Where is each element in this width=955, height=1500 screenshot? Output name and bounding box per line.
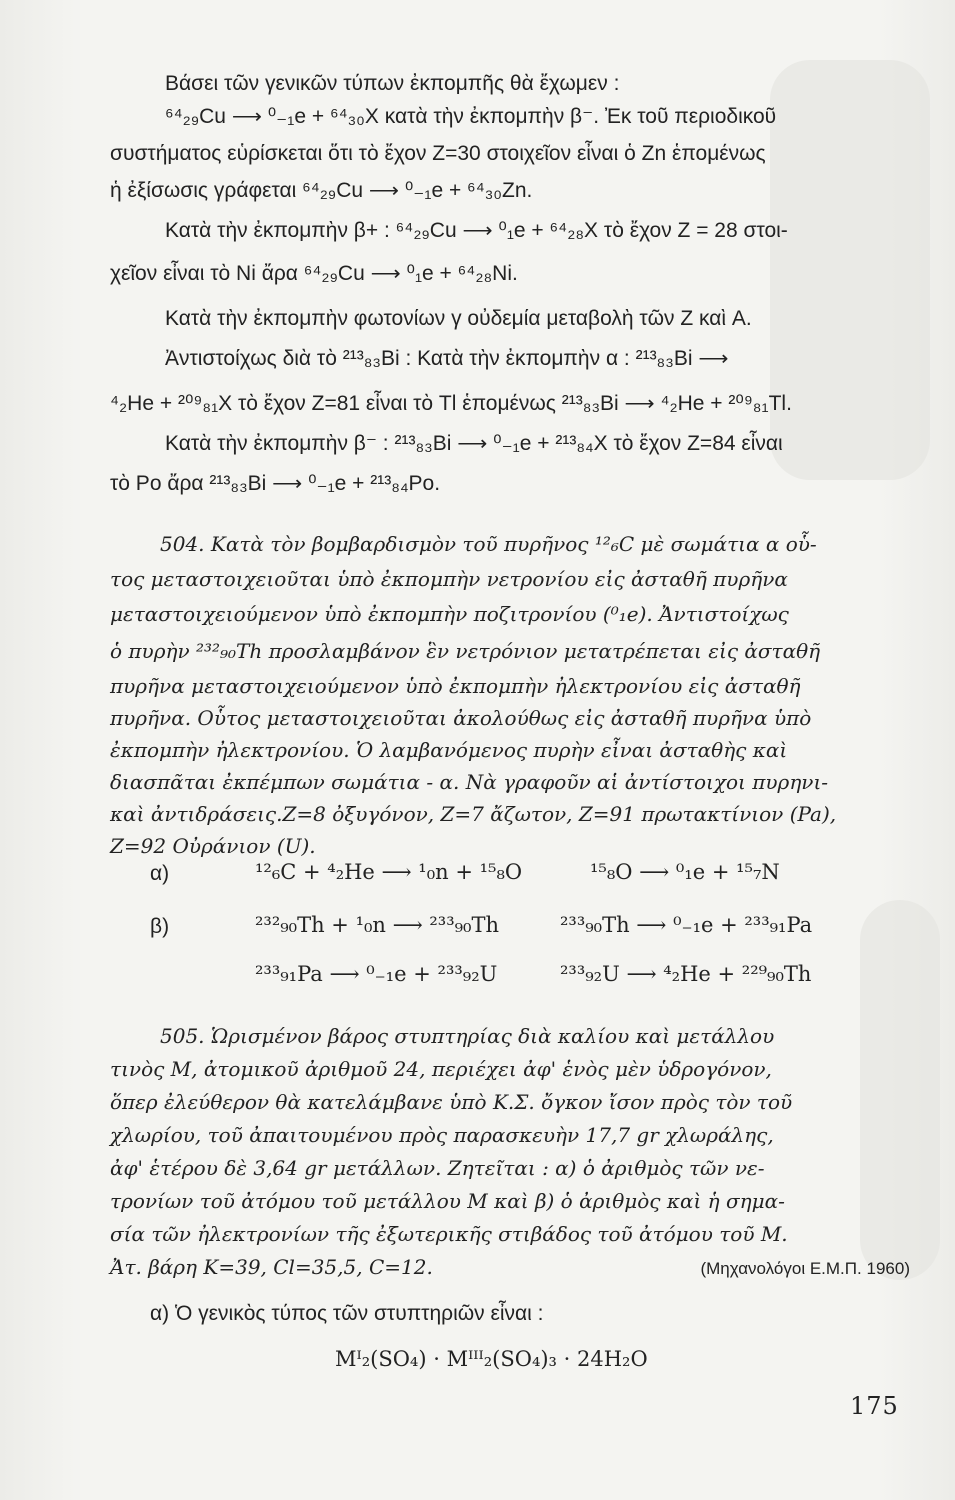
problem-505-line: ὅπερ ἐλεύθερον θὰ κατελάμβανε ὑπὸ Κ.Σ. ὄγκον ἴσον πρὸς τὸν τοῦ [110,1090,793,1114]
problem-505-line: τρονίων τοῦ ἀτόμου τοῦ μετάλλου M καὶ β) ὁ ἀριθμὸς καὶ ἡ σημα- [110,1189,785,1213]
problem-504-line: ἐκπομπὴν ἠλεκτρονίου. Ὁ λαμβανόμενος πυρὴν εἶναι ἀσταθὴς καὶ [110,738,788,762]
problem-504-line: διασπᾶται ἐκπέμπων σωμάτια - α. Νὰ γραφοῦν αἱ ἀντίστοιχοι πυρηνι- [110,770,829,794]
atomic-weights: Ἀτ. βάρη K=39, Cl=35,5, C=12. [110,1255,433,1279]
nuclear-equation: ²³²₉₀Th + ¹₀n ⟶ ²³³₉₀Th [255,913,500,937]
problem-504-line: πυρῆνα. Οὗτος μεταστοιχειοῦται ἀκολούθως εἰς ἀσταθῆ πυρῆνα ὑπὸ [110,706,812,730]
text-line: Κατὰ τὴν ἐκπομπὴν β+ : ⁶⁴₂₉Cu ⟶ ⁰₁e + ⁶⁴₂₈X τὸ ἔχον Z = 28 στοι- [165,219,788,242]
source-citation: (Μηχανολόγοι Ε.Μ.Π. 1960) [700,1259,910,1278]
text-line: Κατὰ τὴν ἐκπομπὴν φωτονίων γ οὐδεμία μεταβολὴ τῶν Z καὶ A. [165,307,752,330]
text-line: Ἀντιστοίχως διὰ τὸ ²¹³₈₃Bi : Κατὰ τὴν ἐκπομπὴν α : ²¹³₈₃Bi ⟶ [165,347,729,370]
nuclear-equation: ²³³₉₁Pa ⟶ ⁰₋₁e + ²³³₉₂U [255,962,498,986]
problem-505-line: ἀφ' ἑτέρου δὲ 3,64 gr μετάλλων. Ζητεῖται : α) ὁ ἀριθμὸς τῶν νε- [110,1156,765,1180]
text-line: ⁴₂He + ²⁰⁹₈₁X τὸ ἔχον Z=81 εἶναι τὸ Tl ἑπομένως ²¹³₈₃Bi ⟶ ⁴₂He + ²⁰⁹₈₁Tl. [110,392,792,415]
text-line: ⁶⁴₂₉Cu ⟶ ⁰₋₁e + ⁶⁴₃₀X κατὰ τὴν ἐκπομπὴν β⁻. Ἐκ τοῦ περιοδικοῦ [165,105,777,128]
problem-505-line: 505. Ὡρισμένον βάρος στυπτηρίας διὰ καλίου καὶ μετάλλου [160,1024,775,1048]
text-line: Βάσει τῶν γενικῶν τύπων ἐκπομπῆς θὰ ἔχωμεν : [165,72,620,95]
nuclear-equation: ²³³₉₀Th ⟶ ⁰₋₁e + ²³³₉₁Pa [560,913,813,937]
text-line: ἡ ἐξίσωσις γράφεται ⁶⁴₂₉Cu ⟶ ⁰₋₁e + ⁶⁴₃₀Zn. [110,179,533,202]
nuclear-equation: ¹⁵₈O ⟶ ⁰₁e + ¹⁵₇N [590,860,780,884]
text-line: Κατὰ τὴν ἐκπομπὴν β⁻ : ²¹³₈₃Bi ⟶ ⁰₋₁e + ²¹³₈₄X τὸ ἔχον Z=84 εἶναι [165,432,783,455]
text-line: συστήματος εὑρίσκεται ὅτι τὸ ἔχον Z=30 στοιχεῖον εἶναι ὁ Zn ἑπομένως [110,142,766,165]
problem-505-line [110,1253,910,1281]
answer-line: α) Ὁ γενικὸς τύπος τῶν στυπτηριῶν εἶναι : [150,1302,544,1325]
answer-label-a: α) [150,862,170,885]
text-line: τὸ Po ἄρα ²¹³₈₃Bi ⟶ ⁰₋₁e + ²¹³₈₄Po. [110,472,441,495]
nuclear-equation: ¹²₆C + ⁴₂He ⟶ ¹₀n + ¹⁵₈O [255,860,523,884]
text-line: χεῖον εἶναι τὸ Ni ἄρα ⁶⁴₂₉Cu ⟶ ⁰₁e + ⁶⁴₂₈Ni. [110,262,518,285]
answer-label-b: β) [150,915,170,938]
problem-505-line: χλωρίου, τοῦ ἀπαιτουμένου πρὸς παρασκευὴν 17,7 gr χλωράλης, [110,1123,774,1147]
problem-504-line: καὶ ἀντιδράσεις.Z=8 ὀξυγόνον, Z=7 ἄζωτον, Z=91 πρωτακτίνιον (Pa), [110,802,837,826]
problem-504-line: τος μεταστοιχειοῦται ὑπὸ ἐκπομπὴν νετρονίου εἰς ἀσταθῆ πυρῆνα [110,567,788,591]
problem-504-line: μεταστοιχειούμενον ὑπὸ ἐκπομπὴν ποζιτρονίου (⁰₁e). Ἀντιστοίχως [110,602,789,626]
alum-formula: Mᴵ₂(SO₄) · Mᴵᴵᴵ₂(SO₄)₃ · 24H₂O [335,1347,648,1371]
problem-505-line: τινὸς M, ἀτομικοῦ ἀριθμοῦ 24, περιέχει ἀφ' ἑνὸς μὲν ὑδρογόνον, [110,1057,772,1081]
problem-504-line: πυρῆνα μεταστοιχειούμενον ὑπὸ ἐκπομπὴν ἠλεκτρονίου εἰς ἀσταθῆ [110,674,801,698]
problem-504-line: 504. Κατὰ τὸν βομβαρδισμὸν τοῦ πυρῆνος ¹²₆C μὲ σωμάτια α οὗ- [160,532,817,556]
problem-504-line: Z=92 Οὐράνιον (U). [110,834,316,858]
problem-505-line: σία τῶν ἠλεκτρονίων τῆς ἐξωτερικῆς στιβάδος τοῦ ἀτόμου τοῦ M. [110,1222,788,1246]
page-number: 175 [850,1392,899,1420]
problem-504-line: ὁ πυρὴν ²³²₉₀Th προσλαμβάνον ἓν νετρόνιον μετατρέπεται εἰς ἀσταθῆ [110,639,821,663]
nuclear-equation: ²³³₉₂U ⟶ ⁴₂He + ²²⁹₉₀Th [560,962,812,986]
